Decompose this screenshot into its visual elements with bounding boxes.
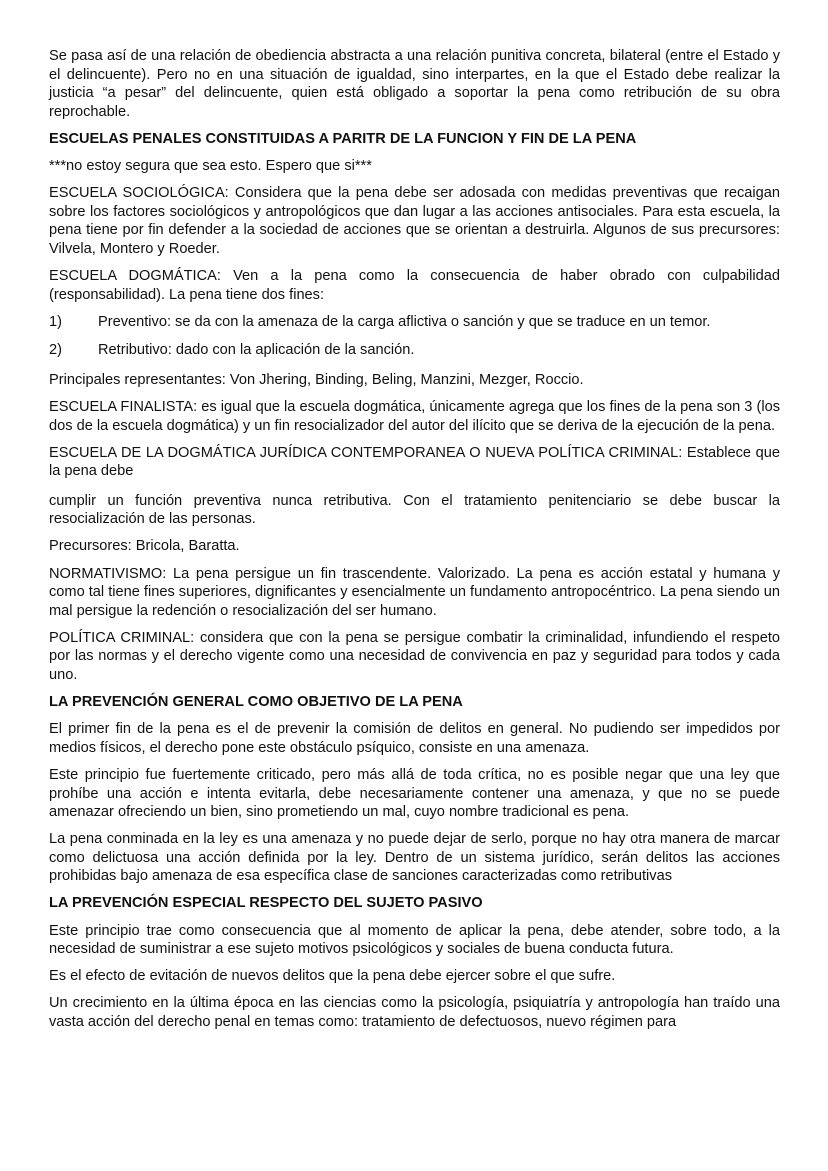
- paragraph-escuela-finalista: ESCUELA FINALISTA: es igual que la escuela dogmática, únicamente agrega que los fines de la pena son 3 (los dos de la escuela dogmática) y un fin resocializador del autor del ilícito que se deriva de la ejecución de la pena.: [49, 398, 780, 434]
- list-text: Retributivo: dado con la aplicación de la sanción.: [98, 342, 415, 359]
- list-item: [49, 313, 780, 332]
- paragraph-intro: Se pasa así de una relación de obediencia abstracta a una relación punitiva concreta, bilateral (entre el Estado y el delincuente). Pero no en una situación de igualdad, sino interpartes, en la que el Estado debe realizar la justicia “a pesar” del delincuente, quien está obligado a soportar la pena como retribución de su obra reprochable.: [49, 48, 780, 120]
- paragraph-prevencion-especial-1: Este principio trae como consecuencia que al momento de aplicar la pena, debe atender, sobre todo, a la necesidad de suministrar a ese sujeto motivos psicológicos y sociales de buena conducta futura.: [49, 922, 780, 958]
- author-note: ***no estoy segura que sea esto. Espero que si***: [49, 157, 372, 174]
- paragraph-normativismo: NORMATIVISMO: La pena persigue un fin trascendente. Valorizado. La pena es acción estatal y humana y como tal tiene fines superiores, dignificantes y esencialmente un fundamento antropocéntrico. La pena siendo un mal persigue la redención o resocialización del ser humano.: [49, 565, 780, 619]
- paragraph-politica-criminal: POLÍTICA CRIMINAL: considera que con la pena se persigue combatir la criminalidad, infundiendo el respeto por las normas y el derecho vigente como una necesidad de convivencia en paz y seguridad para todos y cada uno.: [49, 629, 780, 684]
- paragraph-escuela-sociologica: ESCUELA SOCIOLÓGICA: Considera que la pena debe ser adosada con medidas preventivas que recaigan sobre los factores sociológicos y antropológicos que dan lugar a las acciones antisociales. Para esta escuela, la pena tiene por fin defender a la sociedad de acciones que se orientan a destruirla. Algunos de sus precursores: Vilvela, Montero y Roeder.: [49, 185, 780, 257]
- heading-prevencion-especial: LA PREVENCIÓN ESPECIAL RESPECTO DEL SUJETO PASIVO: [49, 895, 483, 912]
- list-item: [49, 341, 780, 360]
- heading-prevencion-general: LA PREVENCIÓN GENERAL COMO OBJETIVO DE LA PENA: [49, 694, 463, 711]
- list-number: 1): [49, 313, 62, 330]
- heading-escuelas-penales: ESCUELAS PENALES CONSTITUIDAS A PARITR DE LA FUNCION Y FIN DE LA PENA: [49, 130, 637, 147]
- list-number: 2): [49, 342, 62, 359]
- paragraph-prevencion-general-3: La pena conminada en la ley es una amenaza y no puede dejar de serlo, porque no hay otra manera de marcar como delictuosa una acción definida por la ley. Dentro de un sistema jurídico, serán delitos las acciones prohibidas bajo amenaza de esa específica clase de sanciones caracterizadas como retributivas: [49, 831, 780, 885]
- paragraph-prevencion-general-1: El primer fin de la pena es el de prevenir la comisión de delitos en general. No pudiendo ser impedidos por medios físicos, el derecho pone este obstáculo psíquico, consiste en una amenaza.: [49, 721, 780, 756]
- list-text: Preventivo: se da con la amenaza de la carga aflictiva o sanción y que se traduce en un temor.: [98, 313, 711, 330]
- paragraph-prevencion-general-2: Este principio fue fuertemente criticado, pero más allá de toda crítica, no es posible negar que una ley que prohíbe una acción e intenta evitarla, debe necesariamente contener una amenaza, y que no se puede amenazar ofreciendo un bien, sino prometiendo un mal, cuyo nombre tradicional es pena.: [49, 766, 780, 821]
- paragraph-escuela-dogmatica: ESCUELA DOGMÁTICA: Ven a la pena como la consecuencia de haber obrado con culpabilidad (responsabilidad). La pena tiene dos fines:: [49, 267, 780, 303]
- paragraph-prevencion-especial-3: Un crecimiento en la última época en las ciencias como la psicología, psiquiatría y antropología han traído una vasta acción del derecho penal en temas como: tratamiento de defectuosos, nuevo régimen para: [49, 995, 780, 1030]
- paragraph-precursores: Precursores: Bricola, Baratta.: [49, 538, 240, 555]
- paragraph-escuela-contemporanea: ESCUELA DE LA DOGMÁTICA JURÍDICA CONTEMPORANEA O NUEVA POLÍTICA CRIMINAL: Establece que la pena debe: [49, 444, 780, 480]
- paragraph-representantes: Principales representantes: Von Jhering, Binding, Beling, Manzini, Mezger, Roccio.: [49, 371, 584, 388]
- paragraph-cumplir: cumplir un función preventiva nunca retributiva. Con el tratamiento penitenciario se debe buscar la resocialización de las personas.: [49, 492, 780, 528]
- paragraph-prevencion-especial-2: Es el efecto de evitación de nuevos delitos que la pena debe ejercer sobre el que sufre.: [49, 968, 616, 985]
